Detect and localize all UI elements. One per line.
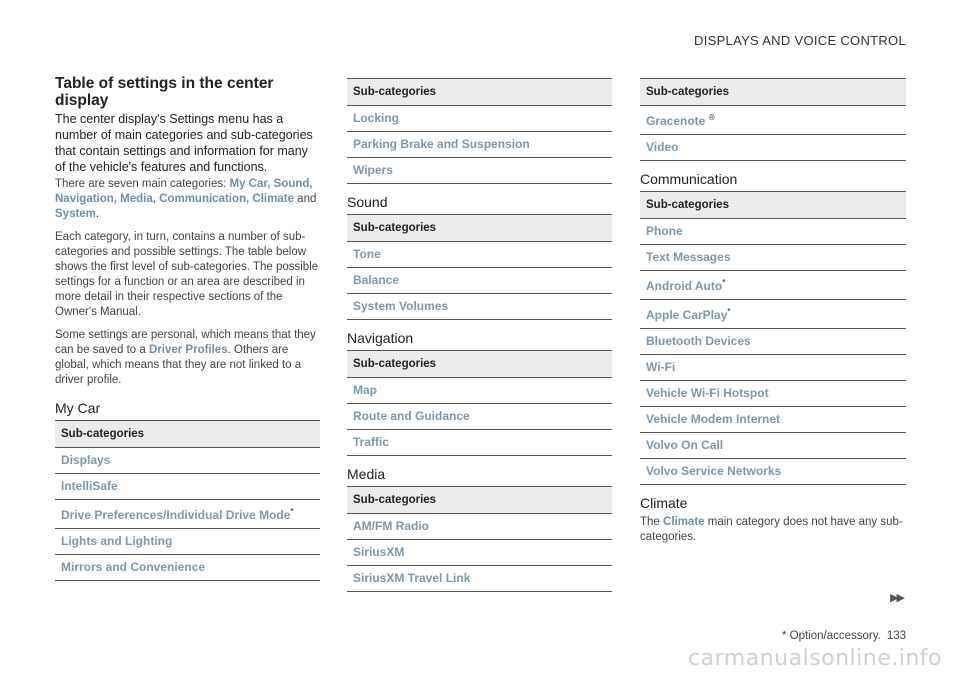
subcat-wifi[interactable]: Wi-Fi xyxy=(640,355,906,381)
table-header: Sub-categories xyxy=(347,79,612,106)
section-navigation: Navigation xyxy=(347,330,414,346)
category-list-link[interactable]: My Car, Sound, Navigation, Media, Communication, Climate xyxy=(55,178,313,205)
sound-table xyxy=(347,214,612,320)
column-middle xyxy=(347,78,612,592)
table-header: Sub-categories xyxy=(347,351,612,378)
table-row xyxy=(347,106,612,132)
subcat-wipers[interactable]: Wipers xyxy=(347,158,612,184)
table-row xyxy=(347,378,612,404)
subcat-bluetooth-devices[interactable]: Bluetooth Devices xyxy=(640,329,906,355)
subcat-service-networks[interactable]: Volvo Service Networks xyxy=(640,459,906,485)
subcat-siriusxm[interactable]: SiriusXM xyxy=(347,540,612,566)
table-row xyxy=(640,300,906,329)
watermark: carmanualsonline.info xyxy=(688,646,942,671)
table-row xyxy=(55,474,320,500)
table-row xyxy=(347,132,612,158)
section-climate: Climate xyxy=(640,495,688,511)
intro-subcategories: Each category, in turn, contains a number of sub-categories and possible settings. The table below shows the first level of sub-categories. The possible settings for a function or an area are described in more detail in their respective sections of the Owner's Manual. xyxy=(55,231,319,318)
intro-lead: The center display's Settings menu has a number of main categories and sub-categories that contain settings and information for many of the vehicle's features and functions. xyxy=(55,112,313,174)
subcat-wifi-hotspot[interactable]: Vehicle Wi-Fi Hotspot xyxy=(640,381,906,407)
subcat-text-messages[interactable]: Text Messages xyxy=(640,245,906,271)
subcat-apple-carplay[interactable]: Apple CarPlay* xyxy=(640,300,906,329)
subcat-drive-mode[interactable]: Drive Preferences/Individual Drive Mode* xyxy=(55,500,320,529)
system-link[interactable]: System xyxy=(55,208,96,220)
footnote: * Option/accessory. xyxy=(781,630,881,642)
table-row xyxy=(640,381,906,407)
table-header: Sub-categories xyxy=(640,192,906,219)
subcat-parking-brake[interactable]: Parking Brake and Suspension xyxy=(347,132,612,158)
subcat-phone[interactable]: Phone xyxy=(640,219,906,245)
table-row xyxy=(640,271,906,300)
table-row xyxy=(347,268,612,294)
navigation-table xyxy=(347,350,612,456)
table-row xyxy=(640,106,906,135)
table-row xyxy=(347,294,612,320)
driver-profiles-link[interactable]: Driver Profiles xyxy=(148,344,228,356)
option-asterisk: * xyxy=(290,507,294,516)
table-row xyxy=(347,566,612,592)
subcat-video[interactable]: Video xyxy=(640,135,906,161)
table-row xyxy=(640,329,906,355)
subcat-gracenote[interactable]: Gracenote ® xyxy=(640,106,906,135)
page-title: Table of settings in the center display xyxy=(55,75,274,109)
subcat-mirrors[interactable]: Mirrors and Convenience xyxy=(55,555,320,581)
subcat-modem-internet[interactable]: Vehicle Modem Internet xyxy=(640,407,906,433)
media-table-continued xyxy=(640,78,906,161)
table-row xyxy=(640,407,906,433)
table-header: Sub-categories xyxy=(55,421,320,448)
table-row xyxy=(55,500,320,529)
table-row xyxy=(55,529,320,555)
table-header: Sub-categories xyxy=(640,79,906,106)
option-asterisk: * xyxy=(727,307,731,316)
subcat-displays[interactable]: Displays xyxy=(55,448,320,474)
table-row xyxy=(347,514,612,540)
table-row xyxy=(640,355,906,381)
subcat-volvo-on-call[interactable]: Volvo On Call xyxy=(640,433,906,459)
table-row xyxy=(347,158,612,184)
table-header: Sub-categories xyxy=(347,215,612,242)
table-row xyxy=(640,433,906,459)
table-row xyxy=(640,245,906,271)
subcat-lights[interactable]: Lights and Lighting xyxy=(55,529,320,555)
table-row xyxy=(640,459,906,485)
subcat-android-auto[interactable]: Android Auto* xyxy=(640,271,906,300)
section-my-car: My Car xyxy=(55,400,101,416)
subcat-system-volumes[interactable]: System Volumes xyxy=(347,294,612,320)
section-media: Media xyxy=(347,466,386,482)
subcat-map[interactable]: Map xyxy=(347,378,612,404)
table-row xyxy=(347,242,612,268)
my-car-table-continued xyxy=(347,78,612,184)
section-communication: Communication xyxy=(640,171,738,187)
page-footer xyxy=(782,630,906,642)
option-asterisk: * xyxy=(722,278,726,287)
communication-table xyxy=(640,191,906,485)
table-row xyxy=(347,430,612,456)
registered-mark: ® xyxy=(708,113,715,122)
table-row xyxy=(347,540,612,566)
subcat-siriusxm-travel-link[interactable]: SiriusXM Travel Link xyxy=(347,566,612,592)
subcat-am-fm-radio[interactable]: AM/FM Radio xyxy=(347,514,612,540)
intro-categories: There are seven main categories: My Car, Sound, Navigation, Media, Communication, Climate and System. xyxy=(55,178,317,220)
table-row xyxy=(55,555,320,581)
media-table xyxy=(347,486,612,592)
subcat-tone[interactable]: Tone xyxy=(347,242,612,268)
intro-personal: Some settings are personal, which means that they can be saved to a Driver Profiles. Others are global, which means that they are not linked to a driver profile. xyxy=(55,329,316,386)
climate-link[interactable]: Climate xyxy=(663,516,705,528)
next-page-icon[interactable]: ▶▶ xyxy=(890,592,903,604)
table-row xyxy=(347,404,612,430)
running-header: DISPLAYS AND VOICE CONTROL xyxy=(694,33,906,48)
table-header: Sub-categories xyxy=(347,487,612,514)
page-number: 133 xyxy=(886,630,906,642)
section-sound: Sound xyxy=(347,194,388,210)
my-car-table xyxy=(55,420,320,581)
subcat-traffic[interactable]: Traffic xyxy=(347,430,612,456)
subcat-intellisafe[interactable]: IntelliSafe xyxy=(55,474,320,500)
climate-text: The Climate main category does not have any sub-categories. xyxy=(640,516,903,543)
subcat-locking[interactable]: Locking xyxy=(347,106,612,132)
subcat-route-guidance[interactable]: Route and Guidance xyxy=(347,404,612,430)
table-row xyxy=(640,219,906,245)
subcat-balance[interactable]: Balance xyxy=(347,268,612,294)
table-row xyxy=(55,448,320,474)
column-right xyxy=(640,78,906,553)
column-left xyxy=(55,75,320,581)
table-row xyxy=(640,135,906,161)
